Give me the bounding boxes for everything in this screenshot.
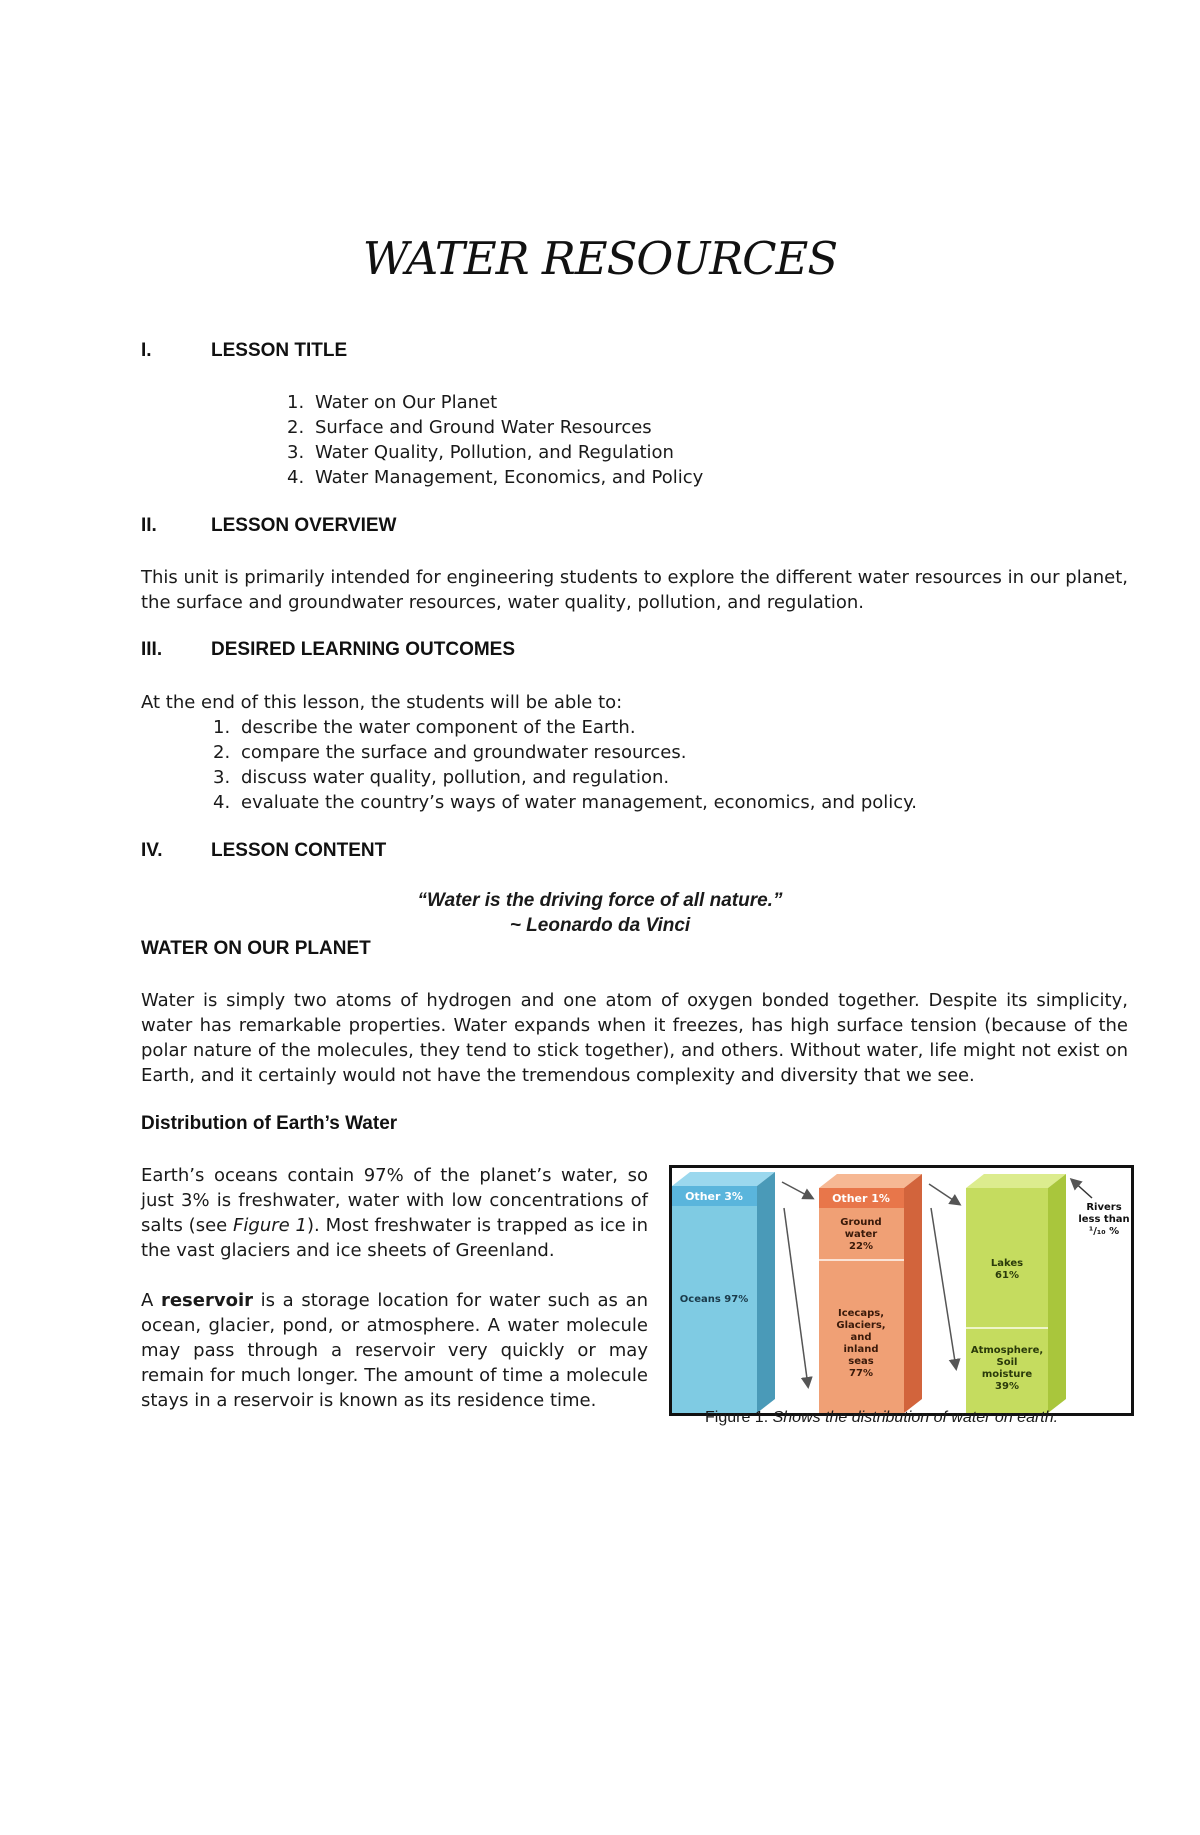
water-paragraph: Water is simply two atoms of hydrogen and one atom of oxygen bonded together. Despite its simplicity, water has remarkable properties. Water expands when it freezes, has high surface tension (because of the polar nature of the molecules, they tend to stick together), and others. Without water, life might not exist on Earth, and it certainly would not have the tremendous complexity and diversity that we see. [141,990,1128,1086]
list-item [213,715,1113,740]
paragraph-text: is a storage location for water such as an ocean, glacier, pond, or atmosphere. A water molecule may pass through a reservoir very quickly or may remain for much longer. The amount of time a molecule stays in a reservoir is known as its residence time. [141,1290,648,1411]
figure-reference: Figure 1 [233,1215,307,1236]
reservoir-paragraph [141,1288,648,1413]
list-text: evaluate the country’s ways of water management, economics, and policy. [241,792,917,813]
figure-caption [705,1409,1058,1427]
water-distribution-figure [669,1165,1134,1416]
oceans-paragraph [141,1163,648,1263]
list-number: 4. [213,792,231,813]
list-item [287,440,987,465]
section-number: II. [141,515,157,536]
list-item [213,790,1113,815]
section-label: DESIRED LEARNING OUTCOMES [211,639,516,660]
outcomes-intro: At the end of this lesson, the students will be able to: [141,692,623,713]
col3-top-label: Lakes 61% [990,1258,1024,1281]
list-number: 1. [213,717,231,738]
col2-top-face [819,1174,922,1188]
list-item [287,465,987,490]
caption-text: Shows the distribution of water on earth. [772,1409,1059,1426]
list-text: discuss water quality, pollution, and regulation. [241,767,670,788]
col2-bottom-label: Icecaps, Glaciers, and inland seas 77% [836,1308,886,1379]
list-text: Water Management, Economics, and Policy [315,467,704,488]
col1-side-face [757,1172,775,1413]
col3-side-face [1048,1174,1066,1413]
list-text: compare the surface and groundwater resources. [241,742,687,763]
list-text: Water on Our Planet [315,392,498,413]
quote-author: ~ Leonardo da Vinci [509,915,691,936]
col1-top-face [672,1172,775,1186]
arrow-icon [1072,1180,1092,1198]
paragraph-text: A [141,1290,161,1311]
col1-bottom-label: Oceans 97% [679,1294,749,1305]
list-number: 3. [287,442,305,463]
arrow-icon [931,1208,956,1368]
distribution-heading: Distribution of Earth’s Water [141,1113,398,1134]
section-label: LESSON OVERVIEW [211,515,397,536]
reservoir-term: reservoir [160,1290,253,1311]
col2-mid-label: Ground water 22% [840,1217,882,1252]
outcomes-list [213,715,1113,815]
document-title: WATER RESOURCES [362,232,838,285]
list-item [213,765,1113,790]
water-on-our-planet-heading: WATER ON OUR PLANET [141,938,371,959]
list-item [213,740,1113,765]
section-label: LESSON CONTENT [211,840,387,861]
list-number: 4. [287,467,305,488]
paragraph-text: Earth’s oceans contain 97% of the planet’s water, so just 3% is freshwater, water with low concentrations of salts (see [141,1165,648,1236]
list-number: 1. [287,392,305,413]
col2-top-label: Other 1% [832,1192,890,1205]
paragraph-text: ). Most freshwater is trapped as ice in the vast glaciers and ice sheets of Greenland. [141,1215,648,1261]
rivers-label: Rivers less than ¹/₁₀ % [1078,1202,1130,1237]
col2-side-face [904,1174,922,1413]
list-text: Surface and Ground Water Resources [315,417,652,438]
arrow-icon [929,1184,959,1204]
section-number: I. [141,340,152,361]
arrow-icon [784,1208,808,1386]
list-number: 2. [287,417,305,438]
col1-top-label: Other 3% [685,1190,743,1203]
col1-oceans-segment [672,1206,757,1413]
lesson-title-list [287,390,987,490]
section-number: III. [141,639,163,660]
col3-bottom-label: Atmosphere, Soil moisture 39% [970,1345,1044,1392]
section-heading-lesson-title [141,340,1041,365]
section-heading-lesson-overview [141,515,1041,540]
list-item [287,415,987,440]
section-label: LESSON TITLE [211,340,348,361]
caption-label: Figure 1. [705,1409,773,1426]
quote-text: “Water is the driving force of all nature.” [417,890,783,911]
section-number: IV. [141,840,163,861]
section-heading-lesson-content [141,840,1041,865]
list-text: describe the water component of the Earth. [241,717,636,738]
list-number: 2. [213,742,231,763]
list-text: Water Quality, Pollution, and Regulation [315,442,674,463]
arrow-icon [782,1182,812,1198]
list-number: 3. [213,767,231,788]
list-item [287,390,987,415]
overview-paragraph: This unit is primarily intended for engineering students to explore the different water resources in our planet, the surface and groundwater resources, water quality, pollution, and regulation. [141,567,1128,613]
section-heading-learning-outcomes [141,639,1041,664]
